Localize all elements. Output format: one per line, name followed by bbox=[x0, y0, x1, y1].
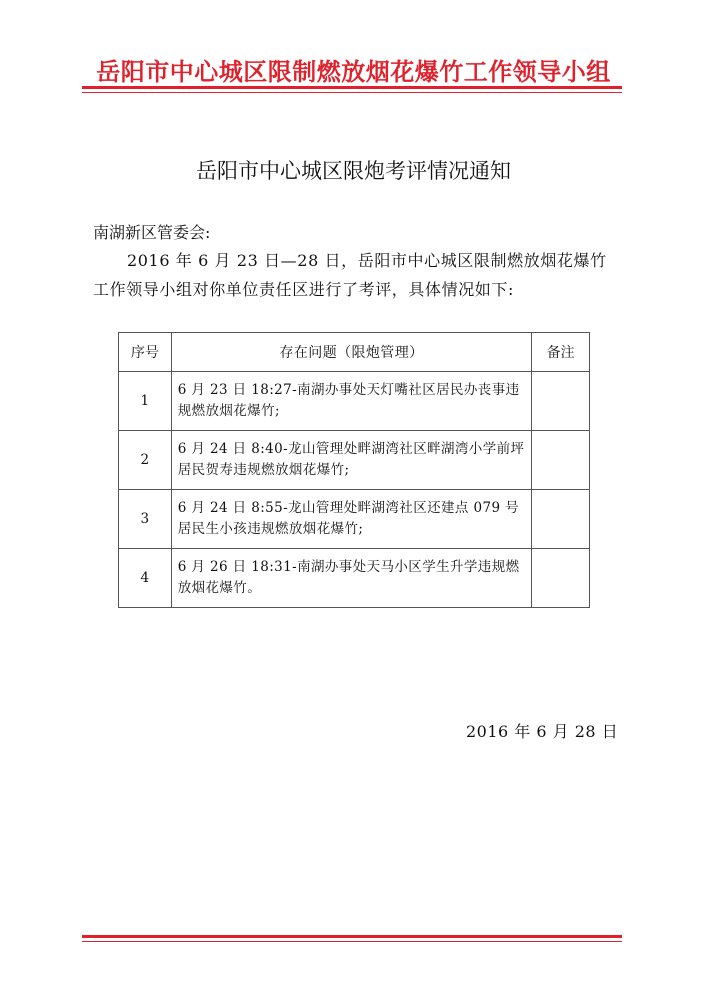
letterhead-red-line-thick bbox=[82, 86, 622, 89]
row-no: 2 bbox=[119, 431, 172, 490]
row-no: 4 bbox=[119, 549, 172, 608]
row-issue: 6 月 26 日 18:31-南湖办事处天马小区学生升学违规燃放烟花爆竹。 bbox=[171, 549, 532, 608]
footer-red-line-thin bbox=[82, 941, 622, 942]
row-note bbox=[532, 490, 590, 549]
table-row bbox=[119, 372, 590, 431]
table-header-row bbox=[119, 333, 590, 372]
header-issue: 存在问题（限炮管理） bbox=[171, 333, 532, 372]
row-note bbox=[532, 372, 590, 431]
body-paragraph: 2016 年 6 月 23 日—28 日，岳阳市中心城区限制燃放烟花爆竹工作领导小组对你单位责任区进行了考评，具体情况如下: bbox=[93, 251, 607, 299]
header-no: 序号 bbox=[119, 333, 172, 372]
row-issue: 6 月 24 日 8:40-龙山管理处畔湖湾社区畔湖湾小学前坪居民贺寿违规燃放烟花爆竹; bbox=[171, 431, 532, 490]
table-row bbox=[119, 490, 590, 549]
table-row bbox=[119, 431, 590, 490]
letterhead-title: 岳阳市中心城区限制燃放烟花爆竹工作领导小组 bbox=[96, 58, 611, 86]
row-note bbox=[532, 431, 590, 490]
letterhead-red-line-thin bbox=[82, 92, 622, 93]
header-note: 备注 bbox=[532, 333, 590, 372]
row-issue: 6 月 24 日 8:55-龙山管理处畔湖湾社区还建点 079 号居民生小孩违规燃放烟花爆竹; bbox=[171, 490, 532, 549]
row-no: 3 bbox=[119, 490, 172, 549]
notice-title: 岳阳市中心城区限炮考评情况通知 bbox=[196, 159, 511, 183]
issues-table bbox=[118, 332, 590, 608]
salutation: 南湖新区管委会: bbox=[93, 223, 211, 242]
issue-date: 2016 年 6 月 28 日 bbox=[466, 722, 619, 741]
footer-red-line-thick bbox=[82, 935, 622, 938]
row-issue: 6 月 23 日 18:27-南湖办事处天灯嘴社区居民办丧事违规燃放烟花爆竹; bbox=[171, 372, 532, 431]
row-no: 1 bbox=[119, 372, 172, 431]
row-note bbox=[532, 549, 590, 608]
table-row bbox=[119, 549, 590, 608]
